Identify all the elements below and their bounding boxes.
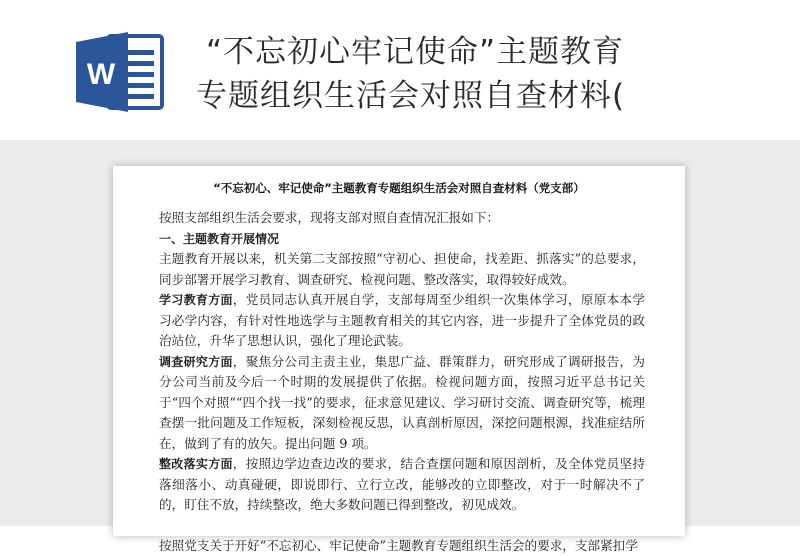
intro-paragraph: 按照支部组织生活会要求，现将支部对照自查情况汇报如下： — [159, 208, 645, 229]
banner — [0, 0, 800, 140]
study-text: ，党员同志认真开展自学，支部每周至少组织一次集体学习，原原本本学习必学内容，有针对性地选学与主题教育相关的其它内容，进一步提升了全体党员的政治站位，升华了思想认识，强化了理论武装。 — [159, 292, 645, 348]
rectification-text: ，按照边学边查边改的要求，结合查摆问题和原因剖析，及全体党员坚持落细落小、动真碰硬，即说即行、立行立改，能够改的立即整改，对于一时解决不了的，盯住不放，持续整改，绝大多数问题已得到整改，初见成效。 — [159, 456, 645, 512]
document-body — [159, 208, 645, 556]
paragraph-rectification — [159, 454, 645, 516]
banner-title — [196, 30, 786, 118]
word-icon — [76, 30, 166, 114]
banner-title-line2: 专题组织生活会对照自查材料( — [196, 74, 786, 118]
paragraph-gap — [159, 516, 645, 536]
study-label: 学习教育方面 — [159, 293, 233, 307]
paragraph-study — [159, 290, 645, 352]
paragraph-meeting: 按照党支关于开好“不忘初心、牢记使命”主题教育专题组织生活会的要求，支部紧扣学 — [159, 536, 645, 556]
document-page[interactable] — [113, 166, 685, 536]
section-heading: 一、主题教育开展情况 — [159, 229, 645, 250]
research-text: ，聚焦分公司主责主业，集思广益、群策群力，研究形成了调研报告，为分公司当前及今后一个时期的发展提供了依据。检视问题方面，按照习近平总书记关于“四个对照”“四个找一找”的要求，征求意见建议、学习研讨交流、调查研究等，梳理查摆一批问题及工作短板，深刻检视反思，认真剖析原因，深挖问题根源，找准症结所在，做到了有的放矢。提出问题 9 项。 — [159, 354, 645, 451]
document-title: “不忘初心、牢记使命”主题教育专题组织生活会对照自查材料（党支部） — [113, 180, 685, 196]
research-label: 调查研究方面 — [159, 355, 233, 369]
word-icon-letter: W — [87, 58, 116, 91]
banner-title-line1: “不忘初心牢记使命”主题教育 — [196, 30, 786, 74]
paragraph-research — [159, 352, 645, 455]
rectification-label: 整改落实方面 — [159, 457, 233, 471]
paragraph-overview: 主题教育开展以来，机关第二支部按照“守初心、担使命，找差距、抓落实”的总要求，同步部署开展学习教育、调查研究、检视问题、整改落实，取得较好成效。 — [159, 249, 645, 290]
